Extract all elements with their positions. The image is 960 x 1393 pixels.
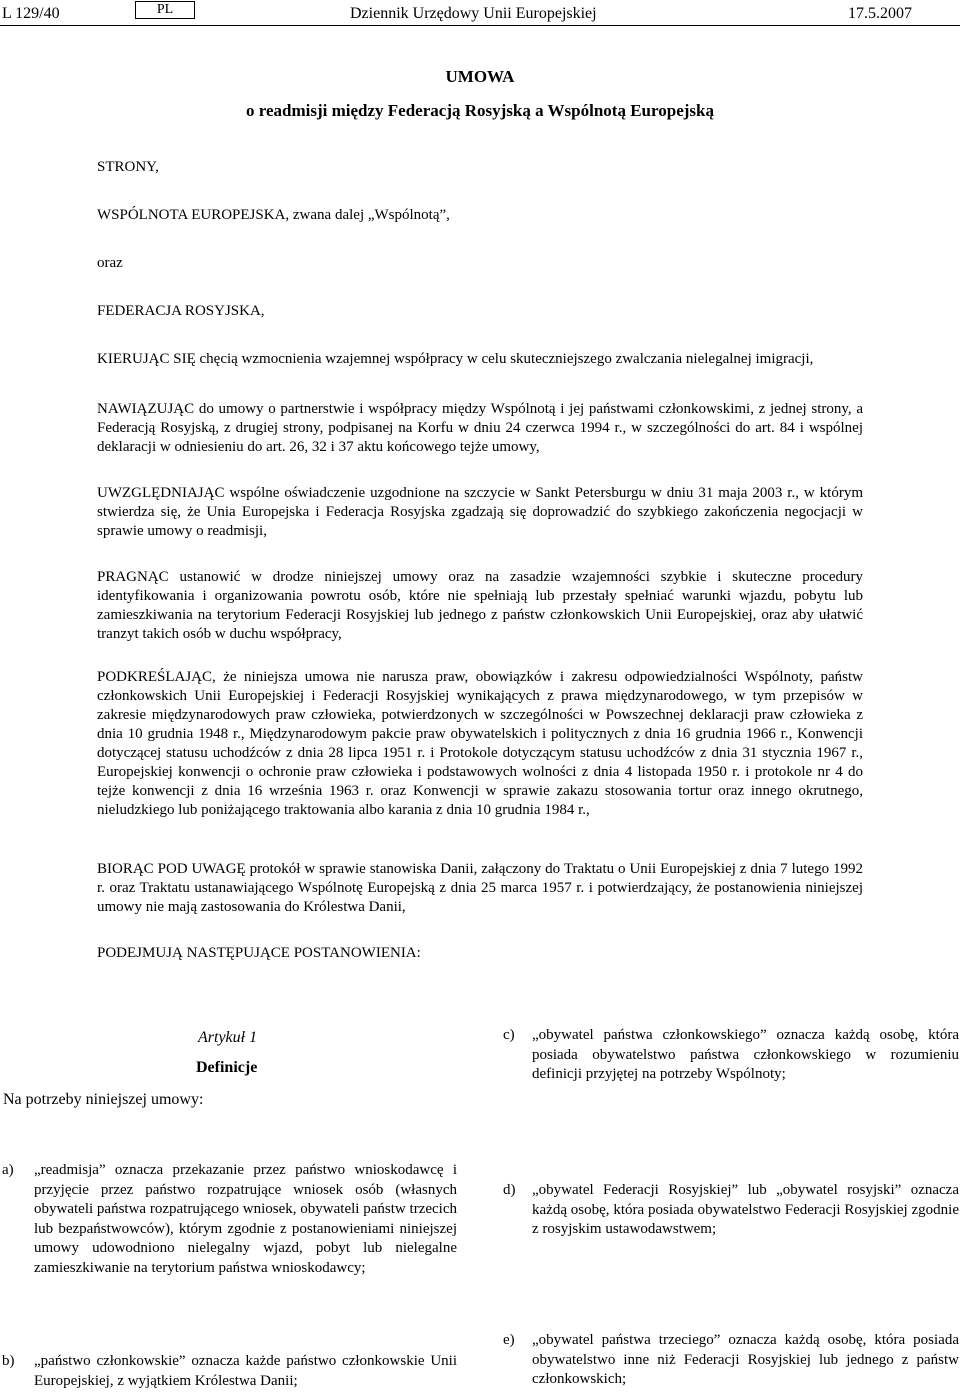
article-number: Artykuł 1 xyxy=(198,1029,258,1046)
definition-text: „obywatel Federacji Rosyjskiej” lub „obywatel rosyjski” oznacza każdą osobę, która posiada obywatelstwo Federacji Rosyjskiej zgodnie z rosyjskim ustawodawstwem; xyxy=(532,1182,959,1237)
decision-clause: PODEJMUJĄ NASTĘPUJĄCE POSTANOWIENIA: xyxy=(97,945,421,961)
preamble-russia: FEDERACJA ROSYJSKA, xyxy=(97,303,265,319)
page-number: L 129/40 xyxy=(2,5,60,22)
definition-letter: c) xyxy=(503,1027,515,1043)
preamble-parties: STRONY, xyxy=(97,159,159,175)
recital-6: BIORĄC POD UWAGĘ protokół w sprawie stanowiska Danii, załączony do Traktatu o Unii Europejskiej z dnia 7 lutego 1992 r. oraz Traktatu ustanawiającego Wspólnotę Europejską z dnia 25 marca 1957 r. i potwierdzający, że postanowienia niniejszej umowy nie mają zastosowania do Królestwa Danii, xyxy=(97,861,863,915)
recital-5: PODKREŚLAJĄC, że niniejsza umowa nie narusza praw, obowiązków i zakresu odpowiedzialności Wspólnoty, państw członkowskich Unii Europejskiej i Federacji Rosyjskiej wynikających z prawa międzynarodowego, w tym przepisów w zakresie międzynarodowych praw człowieka, potwierdzonych w szczególności w Powszechnej deklaracji praw człowieka z dnia 10 grudnia 1948 r., Międzynarodowym pakcie praw obywatelskich i politycznych z dnia 16 grudnia 1966 r., Konwencji dotyczącej statusu uchodźców z dnia 28 lipca 1951 r. i Protokole dotyczącym statusu uchodźców z dnia 31 stycznia 1967 r., Europejskiej konwencji o ochronie praw człowieka i podstawowych wolności z dnia 4 listopada 1950 r. i protokole nr 4 do tejże konwencji z dnia 16 września 1963 r. oraz Konwencji w sprawie zakazu stosowania tortur oraz innego okrutnego, nieludzkiego lub poniżającego traktowania albo karania z dnia 10 grudnia 1984 r., xyxy=(97,669,863,818)
publication-date: 17.5.2007 xyxy=(848,5,912,22)
definition-text: „readmisja” oznacza przekazanie przez państwo wnioskodawcę i przyjęcie przez państwo rozpatrujące wniosek osób (własnych obywateli państwa rozpatrującego wniosek, obywateli państw trzecich lub bezpaństwowców), którym zgodnie z postanowieniami niniejszej umowy udowodniono nielegalny wjazd, pobyt lub nielegalne zamieszkiwanie na terytorium państwa wnioskodawcy; xyxy=(34,1162,457,1276)
preamble-community: WSPÓLNOTA EUROPEJSKA, zwana dalej „Wspólnotą”, xyxy=(97,207,450,223)
recital-2: NAWIĄZUJĄC do umowy o partnerstwie i współpracy między Wspólnotą i jej państwami członkowskimi, z jednej strony, a Federacją Rosyjską, z drugiej strony, podpisanej na Korfu w dniu 24 czerwca 1994 r., w szczególności do art. 84 i wspólnej deklaracji w odniesieniu do art. 26, 32 i 37 aktu końcowego tejże umowy, xyxy=(97,401,863,455)
language-badge: PL xyxy=(135,1,195,19)
journal-title: Dziennik Urzędowy Unii Europejskiej xyxy=(350,5,597,22)
definition-text: „obywatel państwa członkowskiego” oznacza każdą osobę, która posiada obywatelstwo państwa członkowskiego w rozumieniu definicji przyjętej na potrzeby Wspólnoty; xyxy=(532,1027,959,1082)
definition-letter: e) xyxy=(503,1332,515,1348)
article-intro: Na potrzeby niniejszej umowy: xyxy=(3,1091,204,1108)
header-divider xyxy=(0,25,960,26)
definition-letter: b) xyxy=(2,1353,15,1369)
definition-text: „państwo członkowskie” oznacza każde państwo członkowskie Unii Europejskiej, z wyjątkiem Królestwa Danii; xyxy=(34,1353,457,1389)
definition-text: „obywatel państwa trzeciego” oznacza każdą osobę, która posiada obywatelstwo inne niż Federacji Rosyjskiej lub jednego z państw członkowskich; xyxy=(532,1332,959,1387)
definition-letter: d) xyxy=(503,1182,516,1198)
definition-letter: a) xyxy=(2,1162,14,1178)
recital-3: UWZGLĘDNIAJĄC wspólne oświadczenie uzgodnione na szczycie w Sankt Petersburgu w dniu 31 maja 2003 r., w którym stwierdza się, że Unia Europejska i Federacja Rosyjska zgadzają się doprowadzić do szybkiego zakończenia negocjacji w sprawie umowy o readmisji, xyxy=(97,485,863,539)
article-title: Definicje xyxy=(196,1059,258,1076)
document-subtitle: o readmisji między Federacją Rosyjską a Wspólnotą Europejską xyxy=(246,101,714,120)
recital-4: PRAGNĄC ustanowić w drodze niniejszej umowy oraz na zasadzie wzajemności szybkie i skuteczne procedury identyfikowania i organizowania powrotu osób, które nie spełniają lub przestały spełniać warunki wjazdu, pobytu lub zamieszkiwania na terytorium Federacji Rosyjskiej lub jednego z państw członkowskich Unii Europejskiej, oraz aby ułatwić tranzyt takich osób w duchu współpracy, xyxy=(97,569,863,642)
preamble-and: oraz xyxy=(97,255,123,271)
recital-1: KIERUJĄC SIĘ chęcią wzmocnienia wzajemnej współpracy w celu skuteczniejszego zwalczania nielegalnej imigracji, xyxy=(97,351,814,367)
document-title: UMOWA xyxy=(445,67,515,86)
